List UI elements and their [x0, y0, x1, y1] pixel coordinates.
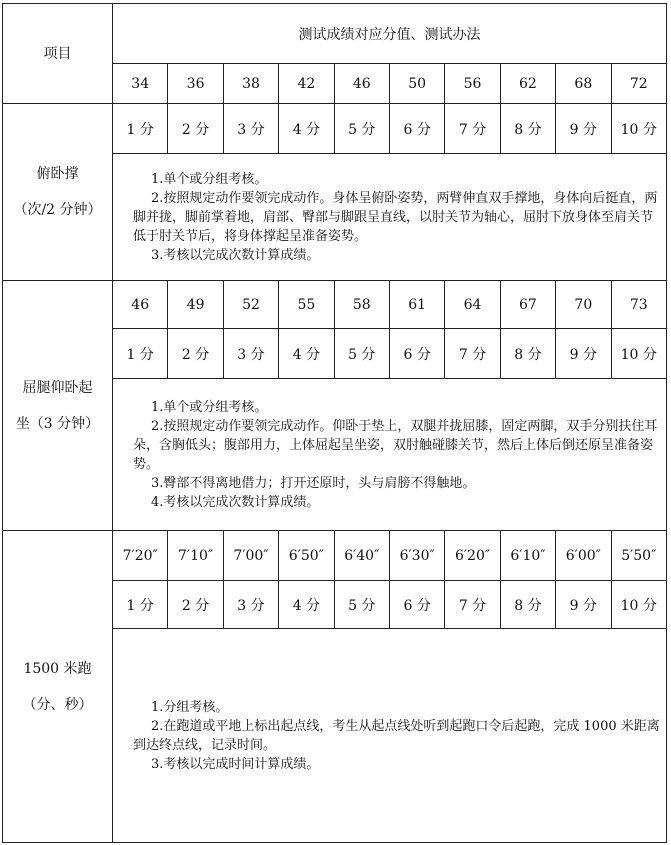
- value-cell: 6′40″: [334, 531, 389, 581]
- value-cell: 6′30″: [389, 531, 444, 581]
- value-cell: 67: [500, 281, 555, 329]
- method-line: 1.单个或分组考核。: [151, 171, 268, 187]
- value-cell: 55: [279, 281, 334, 329]
- table-title: 测试成绩对应分值、测试办法: [113, 4, 667, 64]
- value-cell: 50: [389, 64, 444, 104]
- score-cell: 1 分: [113, 329, 168, 379]
- item-header: 项目: [3, 4, 113, 104]
- score-cell: 2 分: [168, 581, 223, 629]
- score-cell: 6 分: [389, 104, 444, 154]
- item-name: 俯卧撑: [36, 166, 79, 182]
- method-line: 3.考核以完成时间计算成绩。: [151, 756, 320, 772]
- value-cell: 6′00″: [556, 531, 611, 581]
- score-cell: 10 分: [611, 581, 666, 629]
- score-cell: 9 分: [556, 104, 611, 154]
- score-cell: 4 分: [279, 104, 334, 154]
- situp-value-row: [3, 281, 667, 329]
- item-pushup: [3, 104, 113, 281]
- value-cell: 6′20″: [445, 531, 500, 581]
- method-line: 2.按照规定动作要领完成动作。仰卧于垫上，双腿并拢屈膝，固定两脚，双手分别扶住耳朵，含胸低头；腹部用力，上体屈起呈坐姿，双肘触碰膝关节，然后上体后倒还原呈准备姿势。: [133, 418, 658, 472]
- pushup-score-row: [3, 104, 667, 154]
- score-cell: 2 分: [168, 104, 223, 154]
- value-cell: 61: [389, 281, 444, 329]
- score-cell: 1 分: [113, 581, 168, 629]
- score-table: [2, 3, 667, 843]
- item-name: 1500 米跑: [23, 660, 92, 677]
- score-cell: 7 分: [445, 581, 500, 629]
- value-cell: 68: [556, 64, 611, 104]
- run-value-row: [3, 531, 667, 581]
- method-line: 2.按照规定动作要领完成动作。身体呈俯卧姿势，两臂伸直双手撑地，身体向后挺直，两脚并拢，脚前掌着地，肩部、臀部与脚跟呈直线，以肘关节为轴心，屈肘下放身体至肩关节低于肘关节后，将身体撑起呈准备姿势。: [133, 190, 658, 244]
- score-cell: 3 分: [223, 104, 278, 154]
- method-line: 3.考核以完成次数计算成绩。: [151, 247, 320, 263]
- value-cell: 46: [113, 281, 168, 329]
- score-cell: 8 分: [500, 581, 555, 629]
- score-cell: 3 分: [223, 581, 278, 629]
- value-cell: 52: [223, 281, 278, 329]
- method-situp: [113, 379, 667, 531]
- score-cell: 5 分: [334, 104, 389, 154]
- value-cell: 7′10″: [168, 531, 223, 581]
- item-unit: 坐（3 分钟）: [15, 415, 100, 432]
- score-cell: 4 分: [279, 329, 334, 379]
- score-cell: 2 分: [168, 329, 223, 379]
- score-cell: 9 分: [556, 581, 611, 629]
- score-cell: 3 分: [223, 329, 278, 379]
- method-line: 2.在跑道或平地上标出起点线，考生从起点线处听到起跑口令后起跑，完成 1000 米距离到达终点线，记录时间。: [133, 718, 660, 753]
- method-line: 3.臀部不得离地借力；打开还原时，头与肩膀不得触地。: [151, 475, 476, 491]
- header-row: [3, 4, 667, 64]
- value-cell: 73: [611, 281, 666, 329]
- score-cell: 8 分: [500, 104, 555, 154]
- value-cell: 62: [500, 64, 555, 104]
- score-cell: 6 分: [389, 581, 444, 629]
- score-cell: 9 分: [556, 329, 611, 379]
- value-cell: 70: [556, 281, 611, 329]
- method-line: 1.单个或分组考核。: [151, 399, 268, 415]
- item-name: 屈腿仰卧起: [22, 379, 93, 396]
- value-cell: 34: [113, 64, 168, 104]
- value-cell: 58: [334, 281, 389, 329]
- score-cell: 1 分: [113, 104, 168, 154]
- value-cell: 36: [168, 64, 223, 104]
- item-run: [3, 531, 113, 843]
- item-situp: [3, 281, 113, 531]
- method-line: 4.考核以完成次数计算成绩。: [151, 494, 320, 510]
- value-cell: 5′50″: [611, 531, 666, 581]
- value-cell: 42: [279, 64, 334, 104]
- method-run: [113, 629, 667, 843]
- item-unit: （次/2 分钟）: [13, 202, 102, 218]
- value-cell: 6′50″: [279, 531, 334, 581]
- value-cell: 7′20″: [113, 531, 168, 581]
- score-cell: 10 分: [611, 329, 666, 379]
- value-cell: 38: [223, 64, 278, 104]
- value-cell: 56: [445, 64, 500, 104]
- value-cell: 72: [611, 64, 666, 104]
- value-cell: 7′00″: [223, 531, 278, 581]
- score-cell: 5 分: [334, 329, 389, 379]
- score-cell: 4 分: [279, 581, 334, 629]
- score-cell: 5 分: [334, 581, 389, 629]
- method-line: 1.分组考核。: [151, 699, 229, 715]
- value-cell: 64: [445, 281, 500, 329]
- score-cell: 8 分: [500, 329, 555, 379]
- score-cell: 6 分: [389, 329, 444, 379]
- method-pushup: [113, 154, 667, 281]
- item-unit: （分、秒）: [22, 696, 93, 713]
- value-cell: 46: [334, 64, 389, 104]
- score-cell: 10 分: [611, 104, 666, 154]
- value-cell: 6′10″: [500, 531, 555, 581]
- score-cell: 7 分: [445, 104, 500, 154]
- value-cell: 49: [168, 281, 223, 329]
- score-cell: 7 分: [445, 329, 500, 379]
